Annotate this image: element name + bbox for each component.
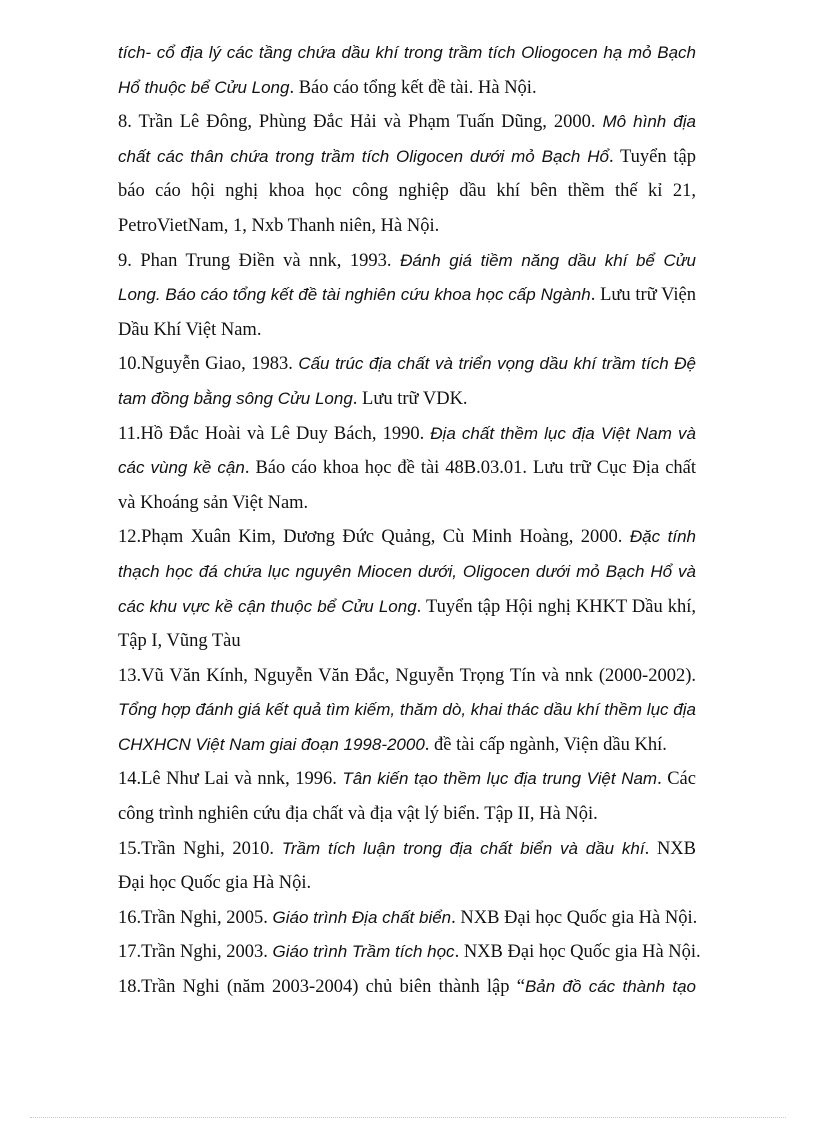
ref-10-entry xyxy=(118,347,696,416)
reference-text: Dầu Khí Việt Nam. xyxy=(118,319,262,340)
reference-title-italic: chất các thân chứa trong trầm tích Oligocen dưới mỏ Bạch Hổ xyxy=(118,146,609,166)
reference-text: 9. Phan Trung Điền và nnk, 1993. xyxy=(118,250,401,271)
reference-text: 17.Trần Nghi, 2003. xyxy=(118,942,273,963)
reference-text: . đề tài cấp ngành, Viện dầu Khí. xyxy=(424,734,667,755)
reference-line xyxy=(118,244,696,279)
reference-title-italic: Cấu trúc địa chất và triển vọng dầu khí trầm tích Đệ xyxy=(298,354,696,374)
reference-title-italic: CHXHCN Việt Nam giai đoạn 1998-2000 xyxy=(118,734,425,754)
ref-13-entry xyxy=(118,659,696,763)
reference-title-italic: thạch học đá chứa lục nguyên Miocen dưới, Oligocen dưới mỏ Bạch Hổ và xyxy=(118,561,696,581)
reference-text: . Báo cáo khoa học đề tài 48B.03.01. Lưu trữ Cục Địa chất xyxy=(244,458,696,479)
ref-16-entry xyxy=(118,901,696,936)
reference-line xyxy=(118,970,696,1005)
reference-line xyxy=(118,451,696,486)
reference-title-italic: Hổ thuộc bể Cửu Long xyxy=(118,77,290,97)
reference-line xyxy=(118,728,696,763)
reference-line xyxy=(118,693,696,728)
reference-text: . Các xyxy=(657,769,696,790)
ref-14-entry xyxy=(118,762,696,831)
reference-text: . Tuyển tập xyxy=(608,146,696,167)
reference-line xyxy=(118,71,696,106)
reference-title-italic: Bản đồ các thành tạo xyxy=(524,977,696,997)
reference-text: 8. Trần Lê Đông, Phùng Đắc Hải và Phạm Tuấn Dũng, 2000. xyxy=(118,112,603,133)
reference-line xyxy=(118,36,696,71)
reference-text: . Lưu trữ VDK. xyxy=(352,388,468,409)
reference-title-italic: tam đồng bằng sông Cửu Long xyxy=(118,388,353,408)
reference-text: Đại học Quốc gia Hà Nội. xyxy=(118,873,312,894)
reference-text: Tập I, Vũng Tàu xyxy=(118,631,241,652)
reference-text: . NXB Đại học Quốc gia Hà Nội. xyxy=(454,942,701,963)
reference-line xyxy=(118,866,696,901)
reference-line xyxy=(118,520,696,555)
reference-text: PetroVietNam, 1, Nxb Thanh niên, Hà Nội. xyxy=(118,215,440,236)
reference-text: 14.Lê Như Lai và nnk, 1996. xyxy=(118,769,343,790)
reference-text: 15.Trần Nghi, 2010. xyxy=(118,838,282,859)
ref-8-entry xyxy=(118,105,696,243)
reference-text: . NXB Đại học Quốc gia Hà Nội. xyxy=(451,907,698,928)
reference-text: 11.Hồ Đắc Hoài và Lê Duy Bách, 1990. xyxy=(118,423,431,444)
reference-list xyxy=(118,36,701,1005)
ref-12-entry xyxy=(118,520,696,658)
reference-line xyxy=(118,313,696,348)
reference-title-italic: Tân kiến tạo thềm lục địa trung Việt Nam xyxy=(342,769,658,789)
reference-text: 13.Vũ Văn Kính, Nguyễn Văn Đắc, Nguyễn Trọng Tín và nnk (2000-2002). xyxy=(118,665,696,686)
reference-line xyxy=(118,797,696,832)
reference-title-italic: tích- cổ địa lý các tầng chứa dầu khí trong trầm tích Oliogocen hạ mỏ Bạch xyxy=(118,43,696,62)
reference-text: 16.Trần Nghi, 2005. xyxy=(118,907,273,928)
reference-line xyxy=(118,590,696,625)
reference-line xyxy=(118,659,696,694)
reference-text: công trình nghiên cứu địa chất và địa vật lý biển. Tập II, Hà Nội. xyxy=(118,804,598,825)
reference-line xyxy=(118,105,696,140)
reference-line xyxy=(118,417,696,452)
reference-title-italic: Địa chất thềm lục địa Việt Nam và xyxy=(430,423,696,443)
reference-title-italic: Đặc tính xyxy=(629,527,696,547)
reference-title-italic: Giáo trình Địa chất biển xyxy=(272,907,452,927)
ref-11-entry xyxy=(118,417,696,521)
reference-title-italic: Long. Báo cáo tổng kết đề tài nghiên cứu khoa học cấp Ngành xyxy=(118,285,591,305)
reference-title-italic: Tổng hợp đánh giá kết quả tìm kiếm, thăm dò, khai thác dầu khí thềm lục địa xyxy=(118,700,696,720)
reference-title-italic: Đánh giá tiềm năng dầu khí bể Cửu xyxy=(400,250,696,270)
reference-text: . NXB xyxy=(644,838,697,859)
reference-line xyxy=(118,555,696,590)
ref-7-cont-entry xyxy=(118,36,696,105)
reference-line xyxy=(118,140,696,175)
reference-line xyxy=(118,624,696,659)
ref-17-entry xyxy=(118,935,701,970)
reference-title-italic: các vùng kề cận xyxy=(118,458,245,478)
reference-title-italic: Mô hình địa xyxy=(602,112,696,132)
reference-line xyxy=(118,174,696,209)
reference-text: 12.Phạm Xuân Kim, Dương Đức Quảng, Cù Minh Hoàng, 2000. xyxy=(118,527,630,548)
reference-line xyxy=(118,762,696,797)
reference-text: . Lưu trữ Viện xyxy=(590,285,697,306)
reference-title-italic: Trầm tích luận trong địa chất biển và dầu khí xyxy=(281,838,645,858)
reference-line xyxy=(118,382,696,417)
reference-text: . Báo cáo tổng kết đề tài. Hà Nội. xyxy=(289,77,537,98)
reference-text: báo cáo hội nghị khoa học công nghiệp dầu khí bên thềm thế kỉ 21, xyxy=(118,181,696,202)
reference-line xyxy=(118,832,696,867)
reference-title-italic: Giáo trình Trầm tích học xyxy=(272,942,455,962)
reference-text: 10.Nguyễn Giao, 1983. xyxy=(118,354,299,375)
reference-line xyxy=(118,278,696,313)
ref-15-entry xyxy=(118,832,696,901)
reference-line xyxy=(118,935,701,970)
ref-9-entry xyxy=(118,244,696,348)
ref-18-entry xyxy=(118,970,696,1005)
reference-title-italic: các khu vực kề cận thuộc bể Cửu Long xyxy=(118,596,417,616)
page-bottom-divider xyxy=(30,1117,786,1118)
reference-text: . Tuyển tập Hội nghị KHKT Dầu khí, xyxy=(416,596,696,617)
reference-text: và Khoáng sản Việt Nam. xyxy=(118,492,309,513)
reference-line xyxy=(118,901,696,936)
reference-line xyxy=(118,347,696,382)
reference-text: 18.Trần Nghi (năm 2003-2004) chủ biên thành lập “ xyxy=(118,977,525,998)
reference-line xyxy=(118,209,696,244)
reference-line xyxy=(118,486,696,521)
